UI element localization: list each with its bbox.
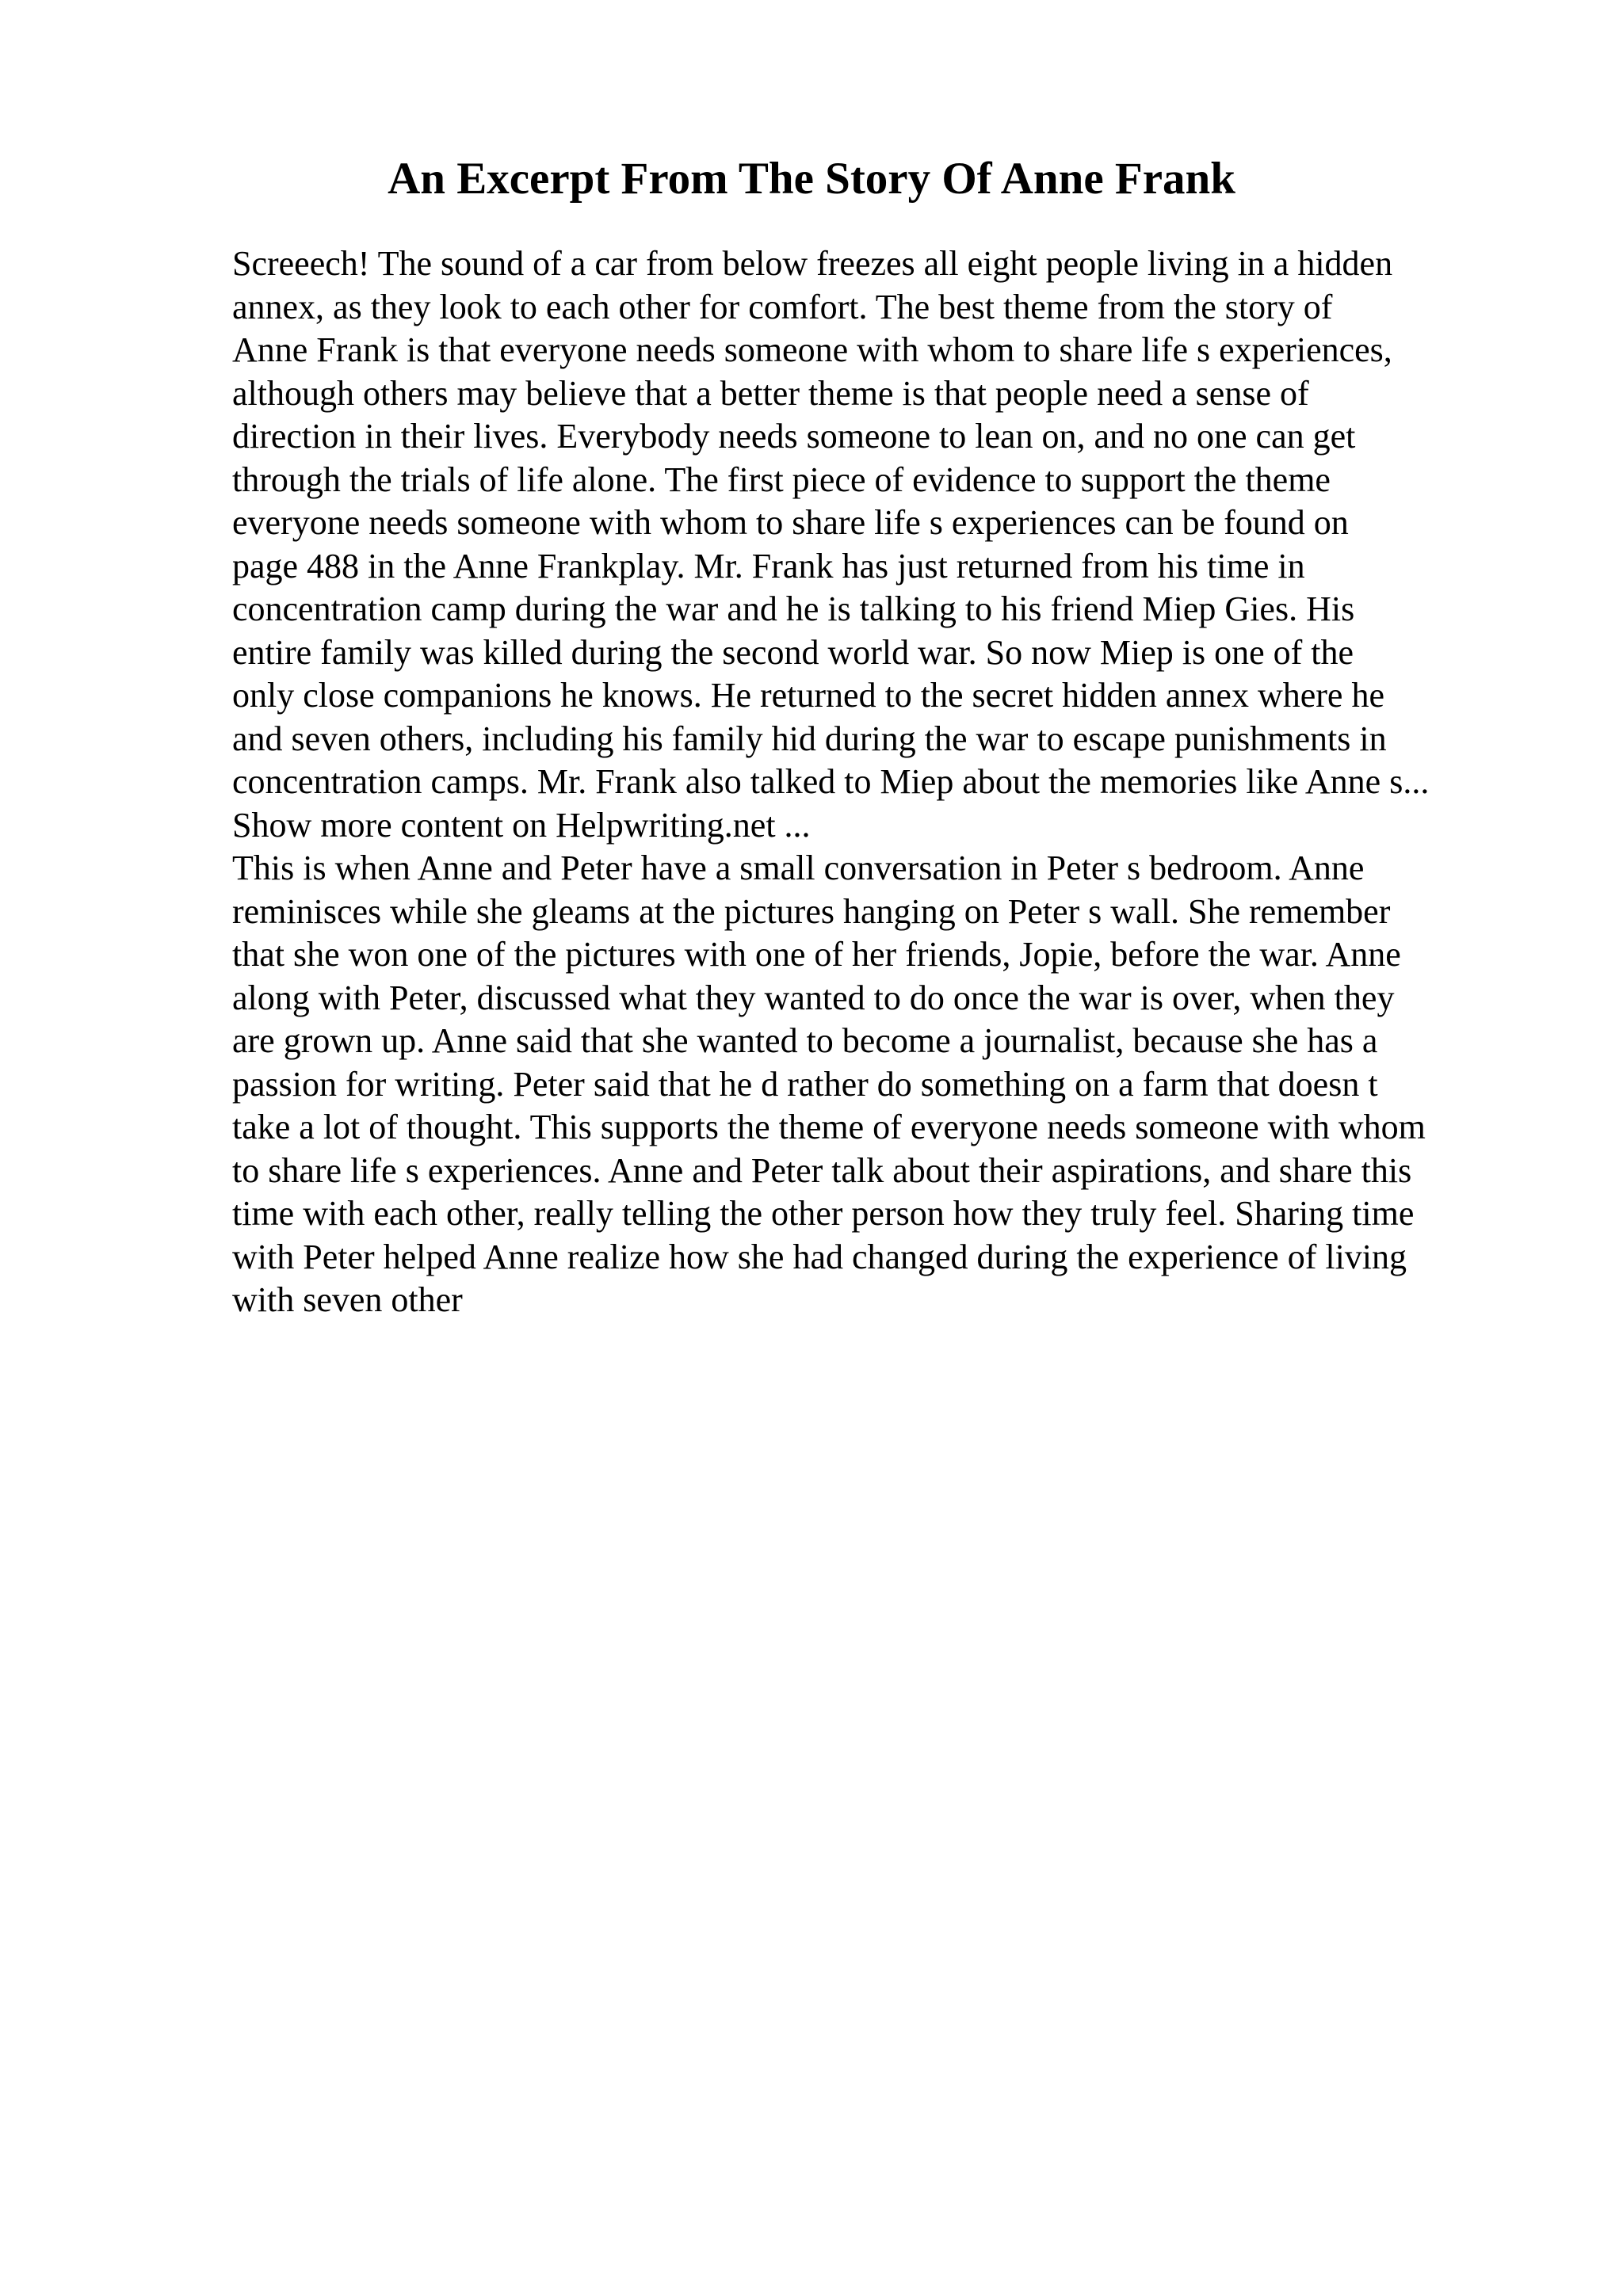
body-line: time with each other, really telling the other person how they truly feel. Sharing time [232,1194,1415,1233]
show-more-link[interactable]: Show more content on Helpwriting.net ... [232,805,811,845]
body-line: entire family was killed during the second world war. So now Miep is one of the [232,632,1354,672]
document-title: An Excerpt From The Story Of Anne Frank [388,154,1235,204]
body-line: annex, as they look to each other for comfort. The best theme from the story of [232,287,1333,326]
body-line: everyone needs someone with whom to share life s experiences can be found on [232,503,1349,542]
body-line: reminisces while she gleams at the pictures hanging on Peter s wall. She remember [232,891,1391,931]
body-line: page 488 in the Anne Frankplay. Mr. Frank has just returned from his time in [232,546,1305,585]
body-line: to share life s experiences. Anne and Peter talk about their aspirations, and share this [232,1150,1412,1190]
document-body [232,242,1623,1322]
body-line: Screeech! The sound of a car from below freezes all eight people living in a hidden [232,244,1393,283]
body-line: concentration camps. Mr. Frank also talked to Miep about the memories like Anne s... [232,762,1430,801]
body-line: are grown up. Anne said that she wanted to become a journalist, because she has a [232,1021,1378,1060]
body-line: with seven other [232,1280,463,1319]
body-line: that she won one of the pictures with one of her friends, Jopie, before the war. Anne [232,935,1401,974]
body-line: concentration camp during the war and he is talking to his friend Miep Gies. His [232,589,1355,628]
body-line: although others may believe that a better theme is that people need a sense of [232,373,1309,413]
body-line: take a lot of thought. This supports the theme of everyone needs someone with whom [232,1108,1426,1146]
body-line: along with Peter, discussed what they wanted to do once the war is over, when they [232,978,1395,1017]
body-line: through the trials of life alone. The first piece of evidence to support the theme [232,460,1331,499]
body-line: Anne Frank is that everyone needs someone with whom to share life s experiences, [232,330,1392,369]
body-line: with Peter helped Anne realize how she had changed during the experience of living [232,1237,1407,1276]
body-line: This is when Anne and Peter have a small conversation in Peter s bedroom. Anne [232,849,1365,887]
body-line: only close companions he knows. He returned to the secret hidden annex where he [232,676,1384,715]
body-line: passion for writing. Peter said that he d rather do something on a farm that doesn t [232,1064,1378,1104]
body-line: and seven others, including his family hid during the war to escape punishments in [232,719,1387,758]
body-line: direction in their lives. Everybody needs someone to lean on, and no one can get [232,417,1356,456]
